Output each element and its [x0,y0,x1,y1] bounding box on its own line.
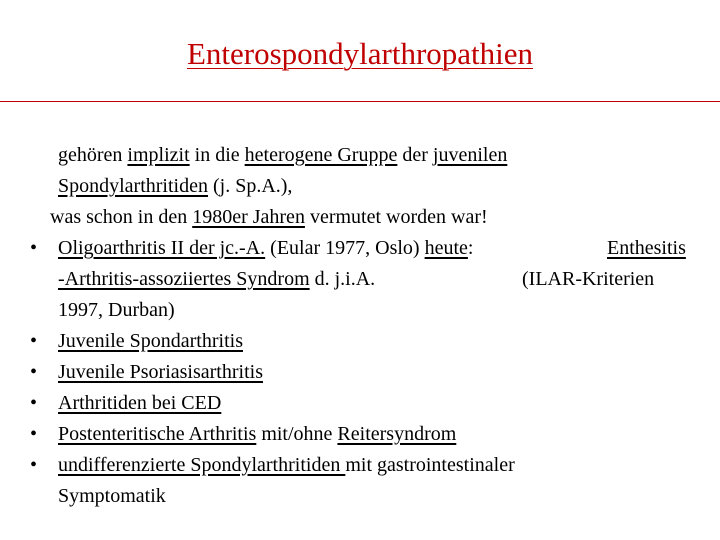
list-item-juvenile-psoriasisarthritis [58,357,263,388]
underlined-term: 1980er Jahren [192,206,305,228]
bullet-icon: • [30,392,38,414]
list-item-oligoarthritis [58,233,473,264]
underlined-term: Oligoarthritis II der jc.-A. [58,237,266,259]
text: Symptomatik [58,485,166,507]
list-item-oligoarthritis-ilar [522,264,654,295]
bullet-icon: • [30,361,38,383]
intro-line-2 [58,171,292,202]
text: der [397,144,433,166]
list-item-postenteritische-arthritis [58,419,456,450]
underlined-term: undifferenzierte Spondylarthritiden [58,454,346,476]
underlined-term: juvenilen [432,144,508,166]
text: : [467,237,474,259]
slide-title: Enterospondylarthropathien [186,36,534,71]
underlined-term: Spondylarthritiden [58,175,208,197]
underlined-term: Postenteritische Arthritis [58,423,257,445]
text: d. j.i.A. [309,268,376,290]
text: (ILAR-Kriterien [522,268,655,290]
underlined-term: heterogene Gruppe [244,144,398,166]
list-item-oligoarthritis-line-3 [58,295,175,326]
bullet-icon: • [30,423,38,445]
underlined-term: -Arthritis-assoziiertes Syndrom [58,268,310,290]
title-divider [0,101,720,102]
bullet-icon: • [30,237,38,259]
underlined-term: Reitersyndrom [337,423,457,445]
text: vermutet worden war! [304,206,488,228]
underlined-term: implizit [127,144,190,166]
text: (j. Sp.A.), [207,175,293,197]
underlined-term: Arthritiden bei CED [58,392,222,414]
text: 1997, Durban) [58,299,175,321]
bullet-icon: • [30,454,38,476]
intro-line-1 [58,140,507,171]
text: in die [189,144,245,166]
list-item-oligoarthritis-line-2 [58,264,375,295]
list-item-undifferenzierte-line-2 [58,481,166,512]
bullet-icon: • [30,330,38,352]
underlined-term: Enthesitis [607,237,686,259]
text: mit/ohne [256,423,338,445]
text: (Eular 1977, Oslo) [265,237,425,259]
text: mit gastrointestinaler [345,454,515,476]
underlined-term: Juvenile Spondarthritis [58,330,243,352]
list-item-undifferenzierte [58,450,515,481]
intro-line-3 [50,202,488,233]
list-item-oligoarthritis-enthesitis [607,233,686,264]
list-item-arthritiden-ced [58,388,221,419]
text: gehören [58,144,128,166]
text: was schon in den [50,206,193,228]
underlined-term: Juvenile Psoriasisarthritis [58,361,263,383]
underlined-term: heute [424,237,468,259]
list-item-juvenile-spondarthritis [58,326,243,357]
